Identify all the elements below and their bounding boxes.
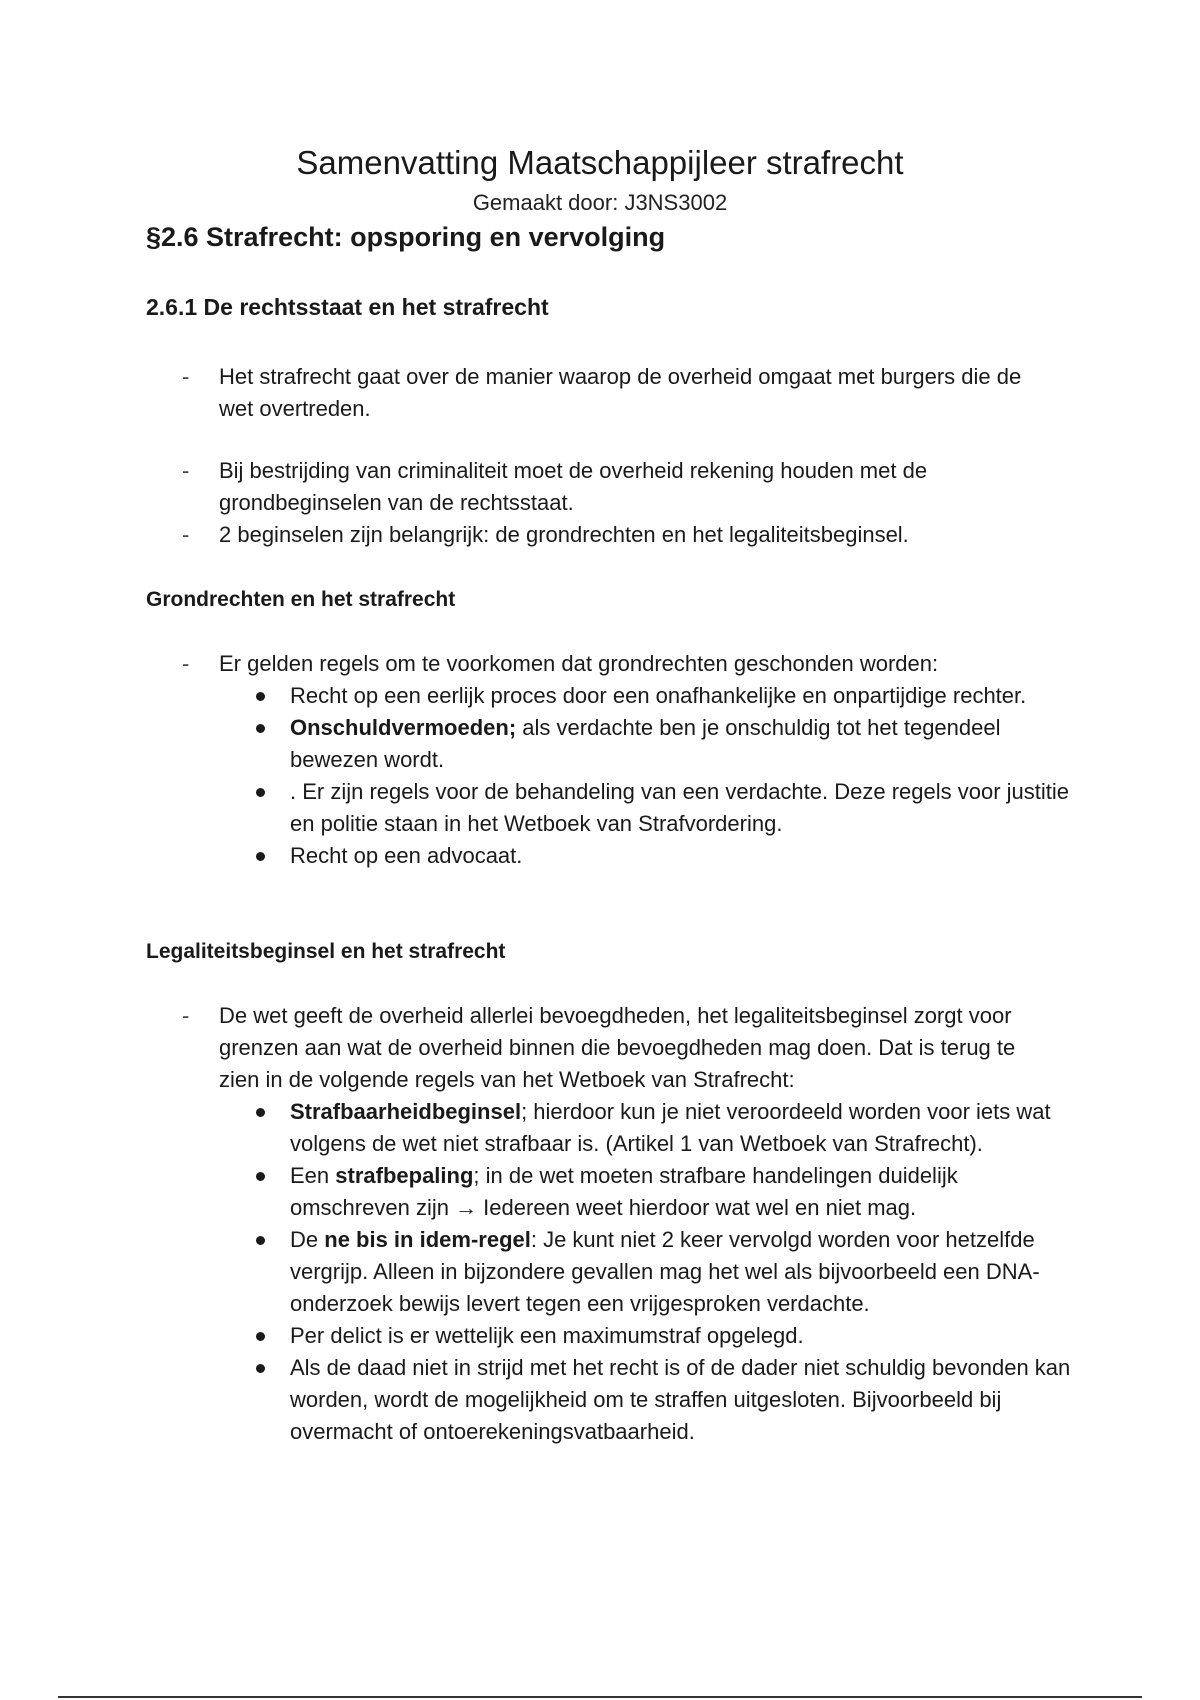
list-item-text: . Er zijn regels voor de behandeling van een verdachte. Deze regels voor justitie en politie staan in het Wetboek van Strafvordering.	[290, 779, 1070, 836]
list-item-text: als verdachte ben je onschuldig tot het tegendeel bewezen wordt.	[290, 715, 1001, 772]
bullet-icon	[256, 724, 265, 733]
list-item-text: : Je kunt niet 2 keer vervolgd worden voor hetzelfde vergrijp. Alleen in bijzondere gevallen mag het wel als bijvoorbeeld een DNA-onderzoek bewijs levert tegen een vrijgesproken verdachte.	[290, 1227, 1040, 1316]
list-item-term: Strafbaarheidbeginsel	[290, 1099, 522, 1124]
list-item	[254, 1224, 1074, 1320]
list-item-text: Recht op een advocaat.	[290, 843, 523, 868]
list-item-text: ; hierdoor kun je niet veroordeeld worden voor iets wat volgens de wet niet strafbaar is. (Artikel 1 van Wetboek van Strafrecht).	[290, 1099, 1051, 1156]
footer-divider	[58, 1696, 1142, 1698]
legaliteit-item-text: De wet geeft de overheid allerlei bevoegdheden, het legaliteitsbeginsel zorgt voor grenzen aan wat de overheid binnen die bevoegdheden mag doen. Dat is terug te zien in de volgende regels van het Wetboek van Strafrecht:	[219, 1003, 1016, 1092]
bullet-icon	[256, 1236, 265, 1245]
bullet-icon	[256, 1172, 265, 1181]
dash-marker: -	[182, 651, 190, 676]
list-item-prefix: Een	[290, 1163, 336, 1188]
list-item-text: Per delict is er wettelijk een maximumstraf opgelegd.	[290, 1323, 804, 1348]
grondrechten-item	[182, 648, 1052, 680]
list-item	[254, 1352, 1074, 1448]
document-title: Samenvatting Maatschappijleer strafrecht	[296, 144, 904, 181]
list-item-term: strafbepaling	[335, 1163, 474, 1188]
document-author: Gemaakt door: J3NS3002	[472, 190, 728, 215]
list-item	[254, 840, 1074, 872]
list-item	[254, 776, 1074, 840]
list-item-term: Onschuldvermoeden;	[290, 715, 517, 740]
intro-item-text: Het strafrecht gaat over de manier waarop de overheid omgaat met burgers die de wet overtreden.	[219, 364, 1022, 421]
legaliteit-bullet-list	[254, 1096, 1074, 1448]
bullet-icon	[256, 1108, 265, 1117]
list-item	[254, 1160, 1074, 1224]
legaliteit-item	[182, 1000, 1052, 1096]
dash-marker: -	[182, 1003, 190, 1028]
section-heading: §2.6 Strafrecht: opsporing en vervolging	[146, 222, 666, 252]
intro-item-text: Bij bestrijding van criminaliteit moet de overheid rekening houden met de grondbeginselen van de rechtsstaat.	[219, 458, 928, 515]
legaliteit-heading: Legaliteitsbeginsel en het strafrecht	[146, 940, 506, 963]
dash-marker: -	[182, 458, 190, 483]
intro-item	[182, 361, 1052, 425]
list-item-term: ne bis in idem-regel	[324, 1227, 531, 1252]
bullet-icon	[256, 692, 265, 701]
subsection-heading: 2.6.1 De rechtsstaat en het strafrecht	[146, 294, 549, 320]
list-item	[254, 1096, 1074, 1160]
bullet-icon	[256, 852, 265, 861]
grondrechten-bullet-list	[254, 680, 1074, 872]
list-item-text: Recht op een eerlijk proces door een onafhankelijke en onpartijdige rechter.	[290, 683, 1027, 708]
intro-item	[182, 519, 1052, 551]
grondrechten-item-text: Er gelden regels om te voorkomen dat grondrechten geschonden worden:	[219, 651, 939, 676]
list-item	[254, 712, 1074, 776]
bullet-icon	[256, 1364, 265, 1373]
dash-marker: -	[182, 364, 190, 389]
grondrechten-heading: Grondrechten en het strafrecht	[146, 588, 456, 611]
intro-item	[182, 455, 1052, 519]
intro-item-text: 2 beginselen zijn belangrijk: de grondrechten en het legaliteitsbeginsel.	[219, 522, 909, 547]
list-item	[254, 680, 1074, 712]
list-item-text: ; in de wet moeten strafbare handelingen duidelijk omschreven zijn → Iedereen weet hierdoor wat wel en niet mag.	[290, 1163, 958, 1220]
list-item-text: Als de daad niet in strijd met het recht is of de dader niet schuldig bevonden kan worden, wordt de mogelijkheid om te straffen uitgesloten. Bijvoorbeeld bij overmacht of ontoerekeningsvatbaarheid.	[290, 1355, 1071, 1444]
list-item-prefix: De	[290, 1227, 325, 1252]
bullet-icon	[256, 1332, 265, 1341]
bullet-icon	[256, 788, 265, 797]
dash-marker: -	[182, 522, 190, 547]
list-item	[254, 1320, 1074, 1352]
